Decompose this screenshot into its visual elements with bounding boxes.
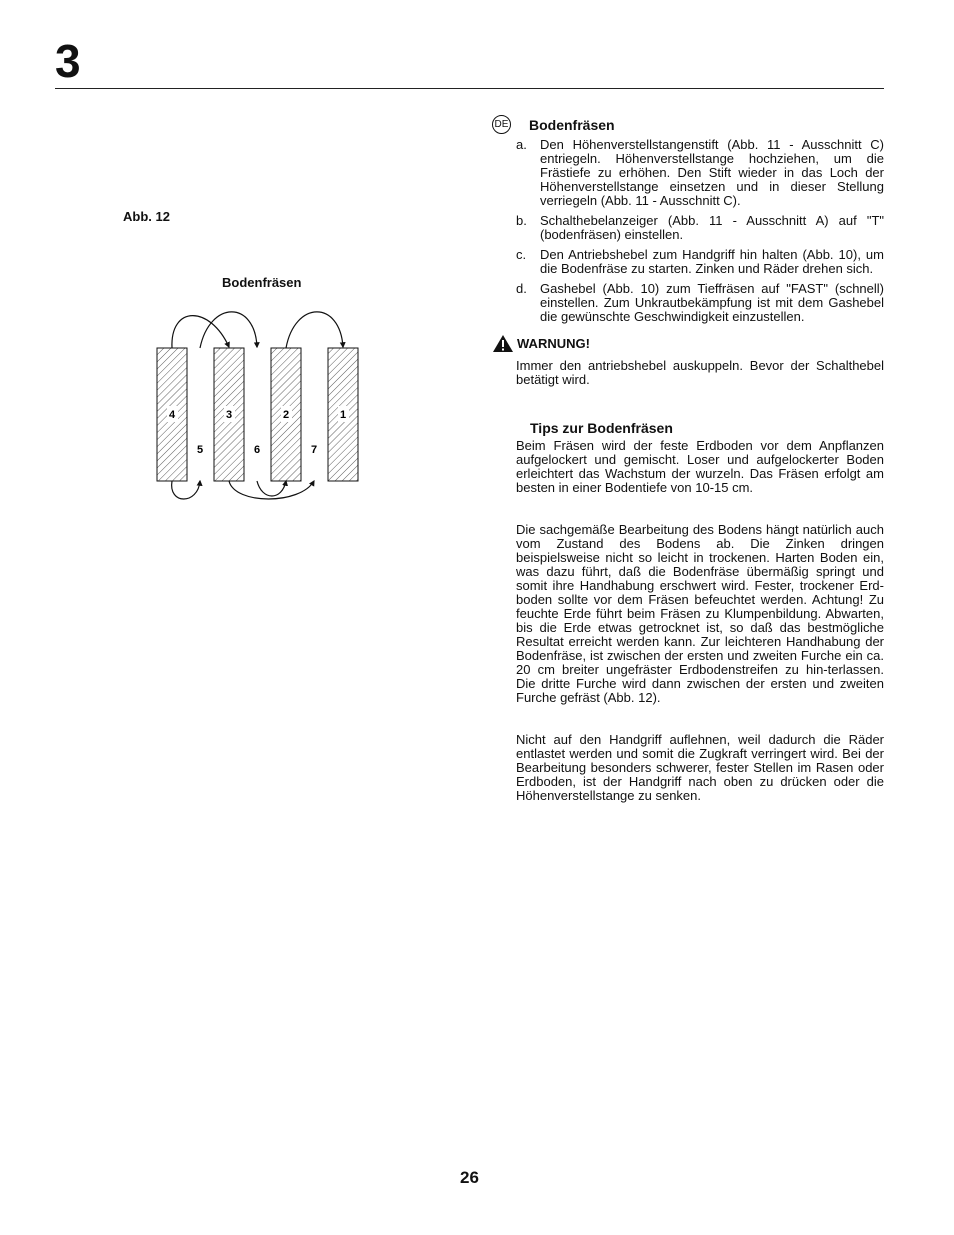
tips-paragraph: Die sachgemäße Bearbeitung des Bodens hängt natürlich auch vom Zustand des Bodens ab. Die Zinken dringen beispielsweise nicht so leicht in trockenen. Harten Boden ein, was dazu führt, daß die Bodenfräse übermäßig springt und somit ihre Handhabung erschwert wird. Fester, trockener Erd-boden sollte vor dem Fräsen befeuchtet werden. Achtung! Zu feuchte Erde führt beim Fräsen zu Klumpenbildung. Abwarten, bis die Erde etwas getrocknet ist, so daß das bestmögliche Resultat erreicht werden kann. Zur leichteren Handhabung der Bodenfräse, ist zwischen der ersten und zweiten Furche ein ca. 20 cm breiter ungefräster Erdbodenstreifen zu hin-terlassen. Die dritte Furche wird dann zwischen der ersten und zweiten Furche gefräst (Abb. 12). — [516, 522, 884, 705]
strip-number: 3 — [225, 409, 233, 421]
path-arrow — [286, 312, 343, 348]
strip-number: 2 — [282, 409, 290, 421]
list-item — [492, 248, 884, 276]
step-letter: d. — [516, 281, 527, 296]
path-arrow — [200, 312, 257, 348]
page-number: 26 — [460, 1168, 479, 1187]
language-badge: DE — [492, 115, 511, 134]
path-number: 6 — [253, 444, 261, 456]
step-letter: b. — [516, 213, 527, 228]
step-text: Schalthebelanzeiger (Abb. 11 - Ausschnitt A) auf "T" (bodenfräsen) einstellen. — [540, 213, 884, 242]
list-item — [492, 138, 884, 208]
path-arrow — [172, 481, 200, 499]
step-text: Den Antriebshebel zum Handgriff hin halten (Abb. 10), um die Bodenfräse zu starten. Zinken und Räder drehen sich. — [540, 247, 884, 276]
section-title: Bodenfräsen — [529, 116, 615, 133]
warning-icon — [492, 334, 514, 353]
steps-list — [492, 138, 884, 324]
tips-paragraph: Nicht auf den Handgriff auflehnen, weil dadurch die Räder entlastet werden und somit die Zugkraft verringert wird. Bei der Bearbeitung besonders schwerer, fester Stellen im Rasen oder Erdboden, ist der Handgriff nach oben zu drücken oder die Höhenverstellstange zu senken. — [516, 732, 884, 803]
step-letter: a. — [516, 137, 527, 152]
step-text: Den Höhenverstellstangenstift (Abb. 11 - Ausschnitt C) entriegeln. Höhenverstellstange hochziehen, um die Frästiefe zu erhöhen. Den Stift wieder in das Loch der Höhenverstellstange einsetzen und in dieser Stellung verriegeln (Abb. 11 - Ausschnitt C). — [540, 137, 884, 208]
tips-heading: Tips zur Bodenfräsen — [530, 420, 673, 436]
path-number: 7 — [310, 444, 318, 456]
figure-label: Abb. 12 — [123, 209, 170, 224]
tips-paragraph: Beim Fräsen wird der feste Erdboden vor dem Anpflanzen aufgelockert und gemischt. Loser und aufgelockerter Boden erleichtert das Wachstum der wurzeln. Das Fräsen erfolgt am besten in einer Bodentiefe von 10-15 cm. — [516, 438, 884, 495]
warning-title: WARNUNG! — [517, 335, 590, 351]
path-arrow — [172, 316, 229, 348]
step-text: Gashebel (Abb. 10) zum Tieffräsen auf "FAST" (schnell) einstellen. Zum Unkrautbekämpfung ist mit dem Gashebel die gewünschte Geschwindigkeit einzustellen. — [540, 281, 884, 324]
header-rule — [55, 88, 884, 89]
path-arrow — [257, 481, 286, 496]
warning-block — [492, 334, 884, 387]
chapter-number: 3 — [55, 35, 81, 87]
warning-text: Immer den antriebshebel auskuppeln. Bevor der Schalthebel betätigt wird. — [516, 358, 884, 387]
strip-number: 1 — [339, 409, 347, 421]
instructions-column — [492, 115, 884, 803]
strip-number: 4 — [168, 409, 176, 421]
list-item — [492, 214, 884, 242]
section-heading — [492, 115, 884, 134]
list-item — [492, 282, 884, 324]
path-number: 5 — [196, 444, 204, 456]
tilling-pattern-diagram — [150, 305, 370, 505]
step-letter: c. — [516, 247, 527, 262]
figure-title: Bodenfräsen — [222, 275, 302, 290]
warning-heading — [492, 334, 884, 353]
